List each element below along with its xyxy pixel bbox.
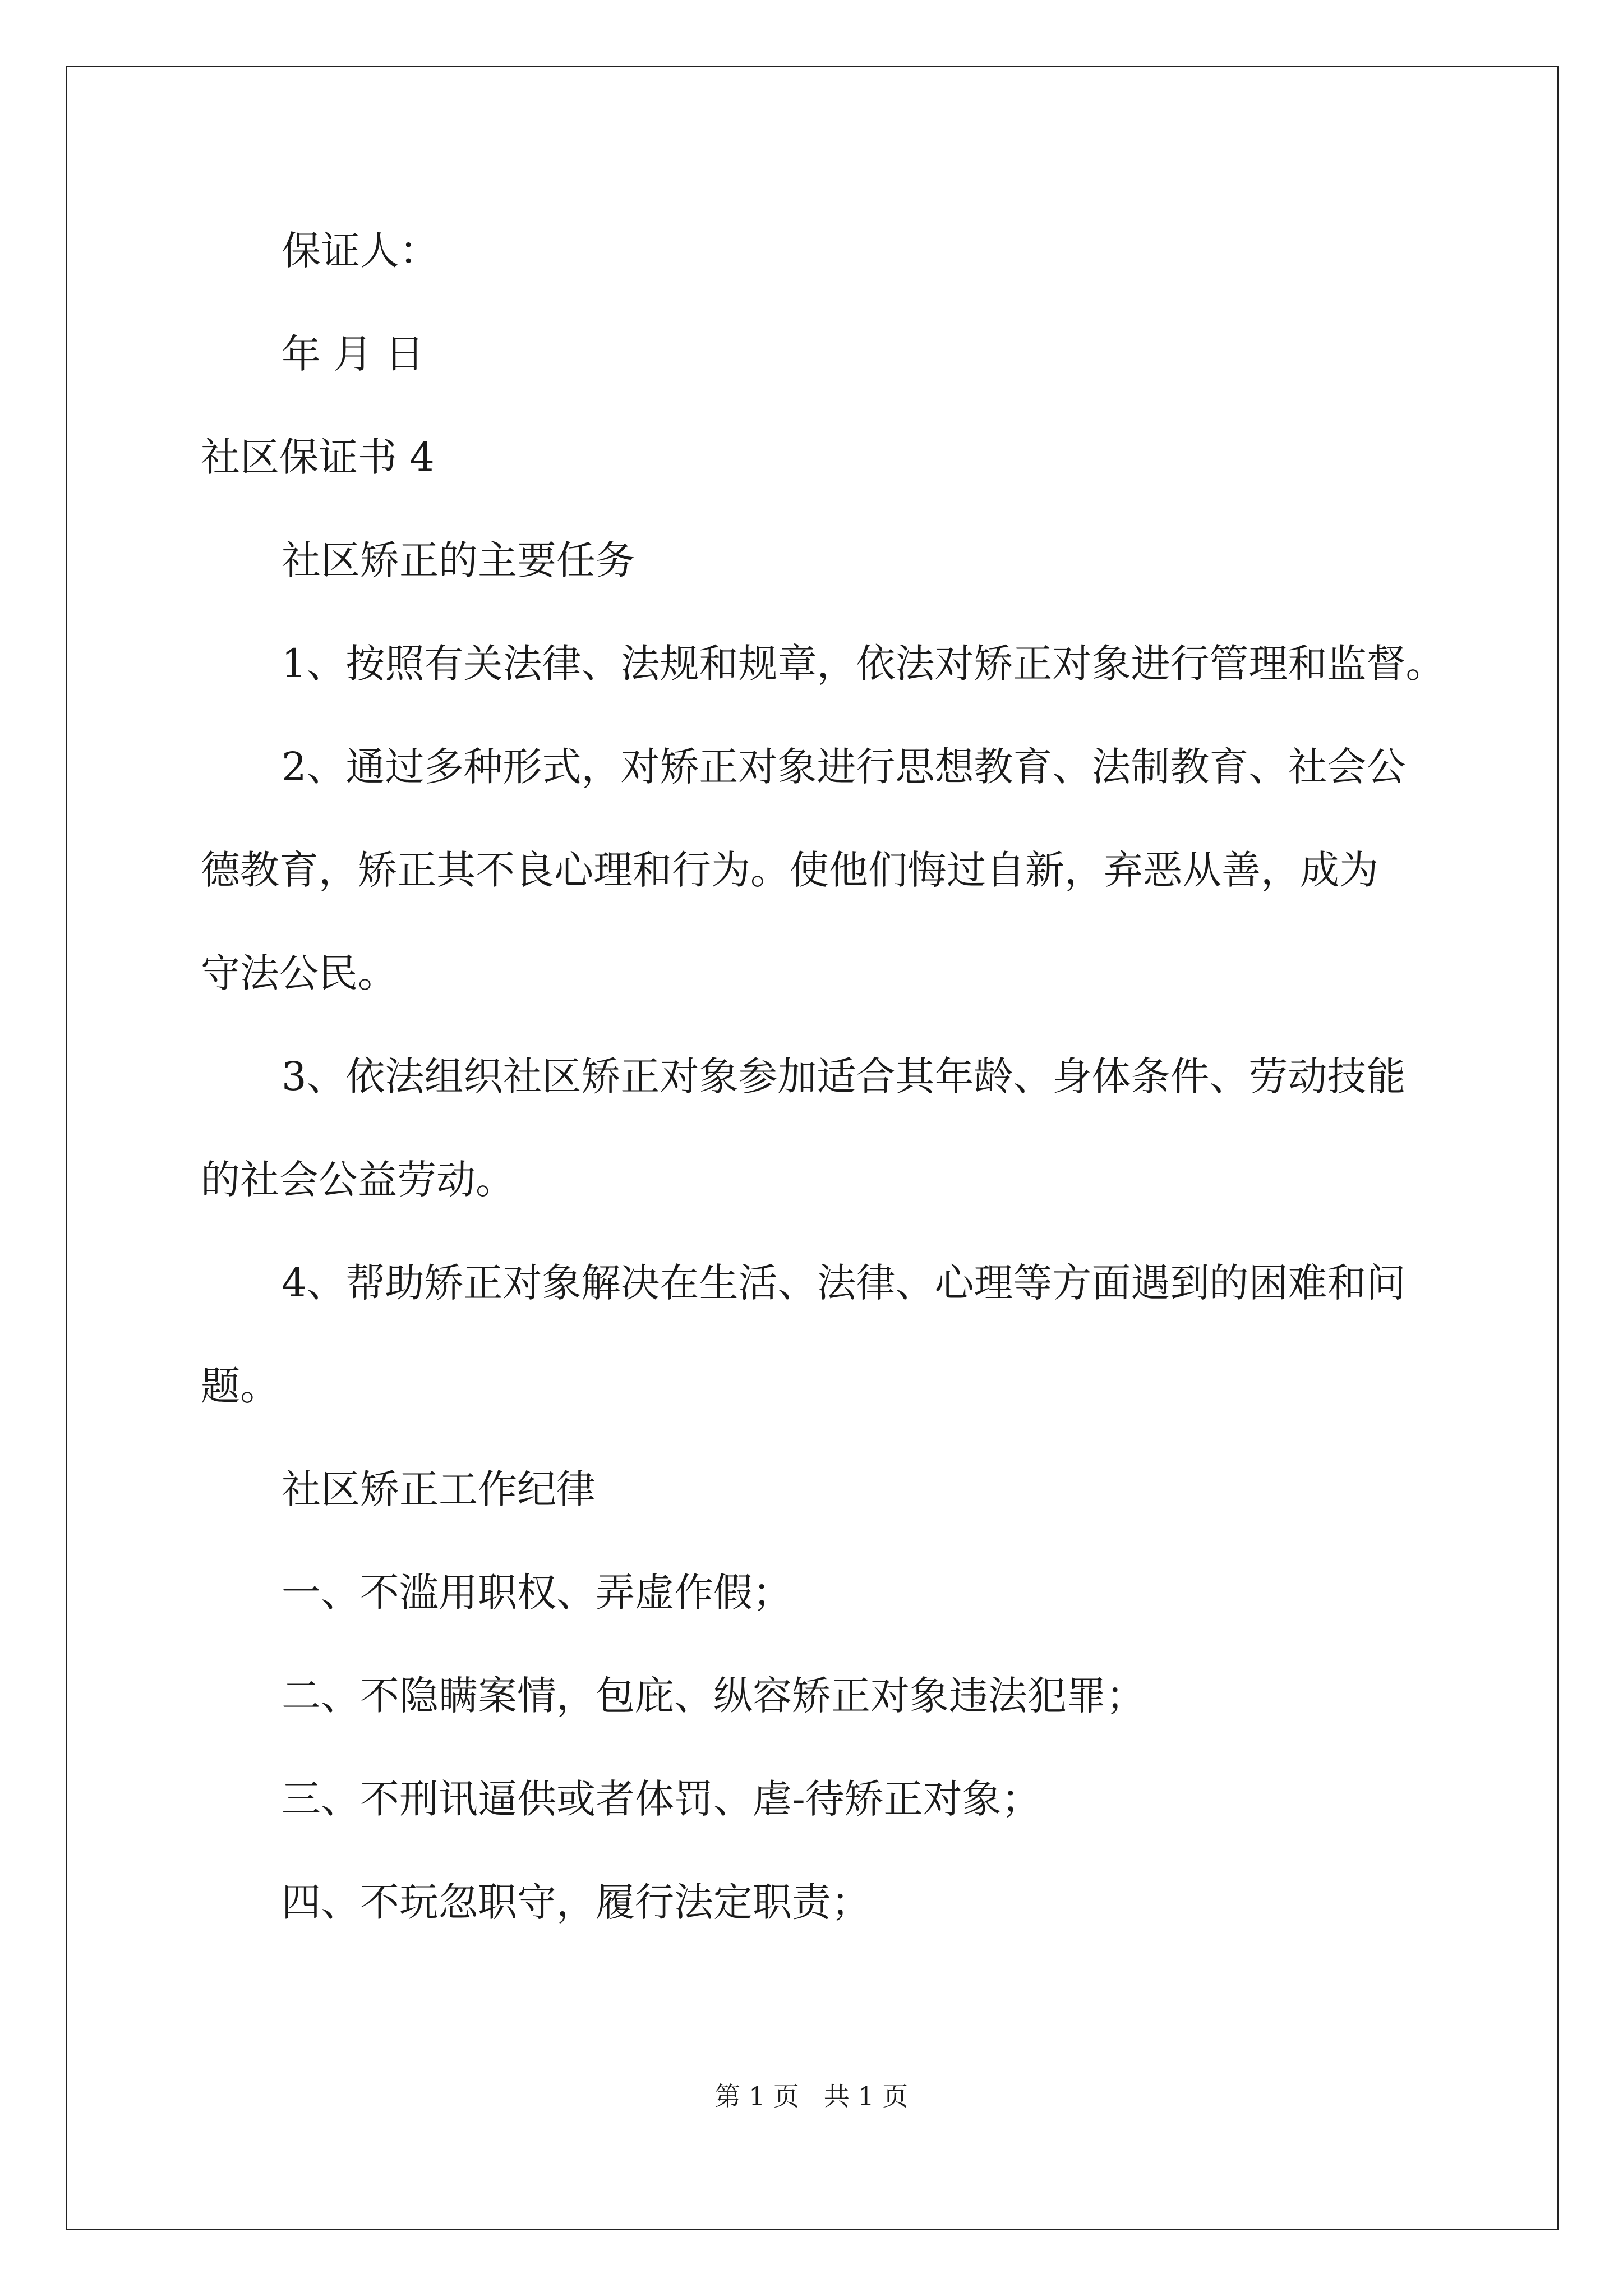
paragraph-item-2-line-1: 2、通过多种形式，对矫正对象进行思想教育、法制教育、社会公 [282, 744, 1406, 790]
discipline-item-4: 四、不玩忽职守，履行法定职责； [282, 1879, 870, 1925]
paragraph-item-2-line-3: 守法公民。 [201, 950, 397, 996]
page-number-footer: 第 1 页 共 1 页 [714, 2081, 909, 2111]
paragraph-item-4-line-1: 4、帮助矫正对象解决在生活、法律、心理等方面遇到的困难和问 [282, 1260, 1406, 1306]
section-title: 社区保证书 4 [201, 434, 435, 480]
paragraph-item-1: 1、按照有关法律、法规和规章，依法对矫正对象进行管理和监督。 [282, 641, 1445, 687]
guarantor-label: 保证人： [282, 228, 439, 274]
discipline-item-3: 三、不刑讯逼供或者体罚、虐-待矫正对象； [282, 1776, 1041, 1822]
discipline-item-2: 二、不隐瞒案情，包庇、纵容矫正对象违法犯罪； [282, 1673, 1145, 1719]
subheading-discipline: 社区矫正工作纪律 [282, 1466, 596, 1512]
paragraph-item-3-line-2: 的社会公益劳动。 [201, 1157, 515, 1203]
paragraph-item-2-line-2: 德教育，矫正其不良心理和行为。使他们悔过自新，弃恶从善，成为 [201, 847, 1378, 893]
date-line: 年 月 日 [282, 331, 425, 377]
subheading-tasks: 社区矫正的主要任务 [282, 537, 635, 583]
paragraph-item-4-line-2: 题。 [201, 1363, 279, 1409]
paragraph-item-3-line-1: 3、依法组织社区矫正对象参加适合其年龄、身体条件、劳动技能 [282, 1053, 1406, 1099]
discipline-item-1: 一、不滥用职权、弄虚作假； [282, 1570, 792, 1616]
